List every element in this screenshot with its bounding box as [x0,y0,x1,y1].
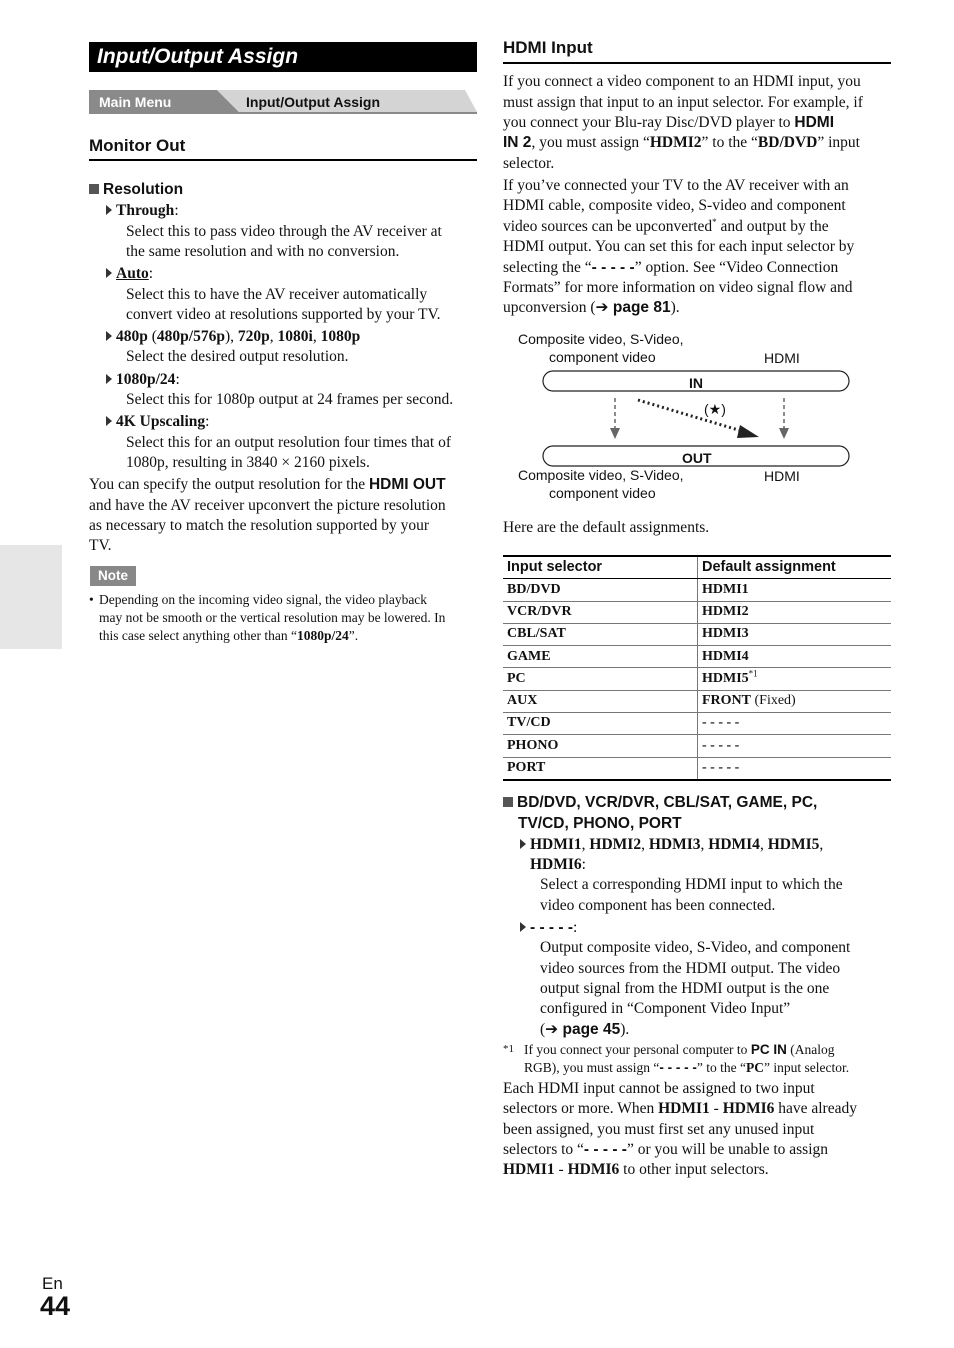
table-row [503,690,891,712]
table-cell-assignment: FRONT (Fixed) [698,690,892,712]
option-1080p24: 1080p/24: [106,370,180,391]
through-desc-2: the same resolution and with no conversion. [126,243,400,260]
diagram-bottom-right: HDMI [764,468,800,484]
table-cell-selector: VCR/DVR [503,601,698,623]
page-number: 44 [40,1291,71,1321]
selectors-heading-2: TV/CD, PHONO, PORT [518,815,682,832]
closing-line-3: been assigned, you must first set any unused input [503,1121,815,1138]
auto-desc-2: convert video at resolutions supported by your TV. [126,306,441,323]
monitor-out-rule [89,159,477,161]
footnote-mark: *1 [503,1043,514,1055]
breadcrumb [89,90,477,112]
option-4k-upscaling: 4K Upscaling: [106,412,209,433]
breadcrumb-current: Input/Output Assign [246,94,381,110]
resolutions-desc: Select the desired output resolution. [126,348,349,365]
option-resolutions: 480p (480p/576p), 720p, 1080i, 1080p [106,327,360,348]
table-cell-selector: PORT [503,757,698,780]
table-header-default-assignment: Default assignment [698,556,892,579]
4k-desc-1: Select this for an output resolution four times that of [126,434,452,451]
default-assignment-table [503,555,891,781]
hdmi-p2-line-3: video sources can be upconverted* and output by the [503,216,829,235]
option-auto: Auto: [106,264,153,285]
table-header-input-selector: Input selector [503,556,698,579]
table-row [503,579,891,601]
table-cell-assignment: HDMI5$^{*1}$ [698,668,892,690]
table-cell-selector: PC [503,668,698,690]
table-cell-assignment: - - - - - [698,713,892,735]
page-language: En [42,1274,63,1293]
hdmi-option-desc-2: video component has been connected. [540,897,776,914]
spec-line-2: and have the AV receiver upconvert the picture resolution [89,497,446,514]
diagram-in-label: IN [689,375,703,391]
selectors-heading-1: BD/DVD, VCR/DVR, CBL/SAT, GAME, PC, [503,792,817,814]
through-desc-1: Select this to pass video through the AV receiver at [126,223,442,240]
option-dash: - - - - -: [520,918,577,939]
table-cell-selector: PHONO [503,735,698,757]
spec-line-4: TV. [89,537,112,554]
table-row [503,601,891,623]
table-cell-selector: GAME [503,646,698,668]
closing-line-4: selectors to “- - - - -” or you will be unable to assign [503,1141,828,1158]
section-title-bar [89,42,477,72]
table-cell-assignment: HDMI2 [698,601,892,623]
table-row [503,735,891,757]
arrow-diagonal-icon [737,425,759,438]
diagram-out-label: OUT [682,450,712,466]
footnote-line-1: If you connect your personal computer to PC IN (Analog [524,1042,835,1057]
triangle-bullet-icon [520,839,526,849]
side-tab [0,545,62,649]
dash-desc-1: Output composite video, S-Video, and component [540,939,851,956]
hdmi-p2-line-5: selecting the “- - - - -” option. See “Video Connection [503,259,839,276]
note-line-2: may not be smooth or the vertical resolution may be lowered. In [99,610,446,625]
table-cell-assignment: HDMI4 [698,646,892,668]
dash-desc-3: output signal from the HDMI output is the one [540,980,830,997]
triangle-bullet-icon [520,922,526,932]
table-cell-selector: BD/DVD [503,579,698,601]
diagram-top-right: HDMI [764,350,800,366]
triangle-bullet-icon [106,205,112,215]
table-row [503,668,891,690]
dash-desc-4: configured in “Component Video Input” [540,1000,791,1017]
section-title: Input/Output Assign [97,45,299,68]
table-row [503,757,891,780]
hdmi-p1-line-5: selector. [503,155,555,172]
footnote-line-2: RGB), you must assign “- - - - -” to the “PC” input selector. [524,1060,850,1075]
breadcrumb-main-menu: Main Menu [99,94,172,110]
hdmi-input-rule [503,62,891,64]
diagram-star-label: (★) [704,401,726,417]
hdmi-p2-line-4: HDMI output. You can set this for each input selector by [503,238,855,255]
hdmi-p2-line-7: upconversion (➔ page 81). [503,299,680,316]
hdmi-p2-line-2: HDMI cable, composite video, S-video and component [503,197,846,214]
arrow-down-icon [779,428,789,439]
option-through: Through: [106,201,179,222]
table-cell-selector: AUX [503,690,698,712]
hdmi-p2-line-6: Formats” for more information on video signal flow and [503,279,853,296]
diagram-bottom-left-2: component video [549,485,656,501]
4k-desc-2: 1080p, resulting in 3840 × 2160 pixels. [126,454,370,471]
monitor-out-heading: Monitor Out [89,136,186,155]
1080p24-desc: Select this for 1080p output at 24 frames per second. [126,391,454,408]
note-line-1: Depending on the incoming video signal, the video playback [99,592,428,607]
hdmi-p2-line-1: If you’ve connected your TV to the AV receiver with an [503,177,849,194]
diagram-top-left-1: Composite video, S-Video, [518,331,684,347]
triangle-bullet-icon [106,416,112,426]
hdmi-p1-line-4: IN 2, you must assign “HDMI2” to the “BD/DVD” input [503,134,860,151]
table-cell-selector: TV/CD [503,713,698,735]
square-bullet-icon [503,797,513,807]
diagram-bottom-left-1: Composite video, S-Video, [518,467,684,483]
triangle-bullet-icon [106,374,112,384]
square-bullet-icon [89,184,99,194]
table-header-row [503,556,891,579]
triangle-bullet-icon [106,331,112,341]
triangle-bullet-icon [106,268,112,278]
hdmi-option-desc-1: Select a corresponding HDMI input to which the [540,876,843,893]
hdmi-p1-line-1: If you connect a video component to an HDMI input, you [503,73,861,90]
table-row [503,623,891,645]
spec-line-3: as necessary to match the resolution supported by your [89,517,430,534]
dash-desc-5: (➔ page 45). [540,1021,630,1038]
table-cell-assignment: - - - - - [698,757,892,780]
table-cell-selector: CBL/SAT [503,623,698,645]
diagram-top-left-2: component video [549,349,656,365]
table-row [503,646,891,668]
hdmi-input-heading: HDMI Input [503,38,593,57]
table-cell-assignment: HDMI1 [698,579,892,601]
closing-line-5: HDMI1 - HDMI6 to other input selectors. [503,1161,769,1178]
note-bullet: • [89,592,94,607]
dash-desc-2: video sources from the HDMI output. The video [540,960,841,977]
option-hdmi-list-2: HDMI6: [530,856,586,873]
table-cell-assignment: HDMI3 [698,623,892,645]
auto-desc-1: Select this to have the AV receiver automatically [126,286,428,303]
resolution-heading: Resolution [89,179,183,201]
hdmi-p1-line-3: you connect your Blu-ray Disc/DVD player to HDMI [503,114,835,131]
arrow-down-icon [610,428,620,439]
defaults-intro: Here are the default assignments. [503,519,710,536]
note-line-3: this case select anything other than “1080p/24”. [99,628,359,643]
closing-line-2: selectors or more. When HDMI1 - HDMI6 have already [503,1100,857,1117]
table-cell-assignment: - - - - - [698,735,892,757]
closing-line-1: Each HDMI input cannot be assigned to two input [503,1080,815,1097]
option-hdmi-list: HDMI1, HDMI2, HDMI3, HDMI4, HDMI5, [520,835,823,856]
note-badge: Note [90,566,136,586]
table-row [503,713,891,735]
spec-line-1: You can specify the output resolution for the HDMI OUT [89,476,446,493]
upconvert-dotted-line [638,400,745,432]
hdmi-p1-line-2: must assign that input to an input selector. For example, if [503,94,863,111]
